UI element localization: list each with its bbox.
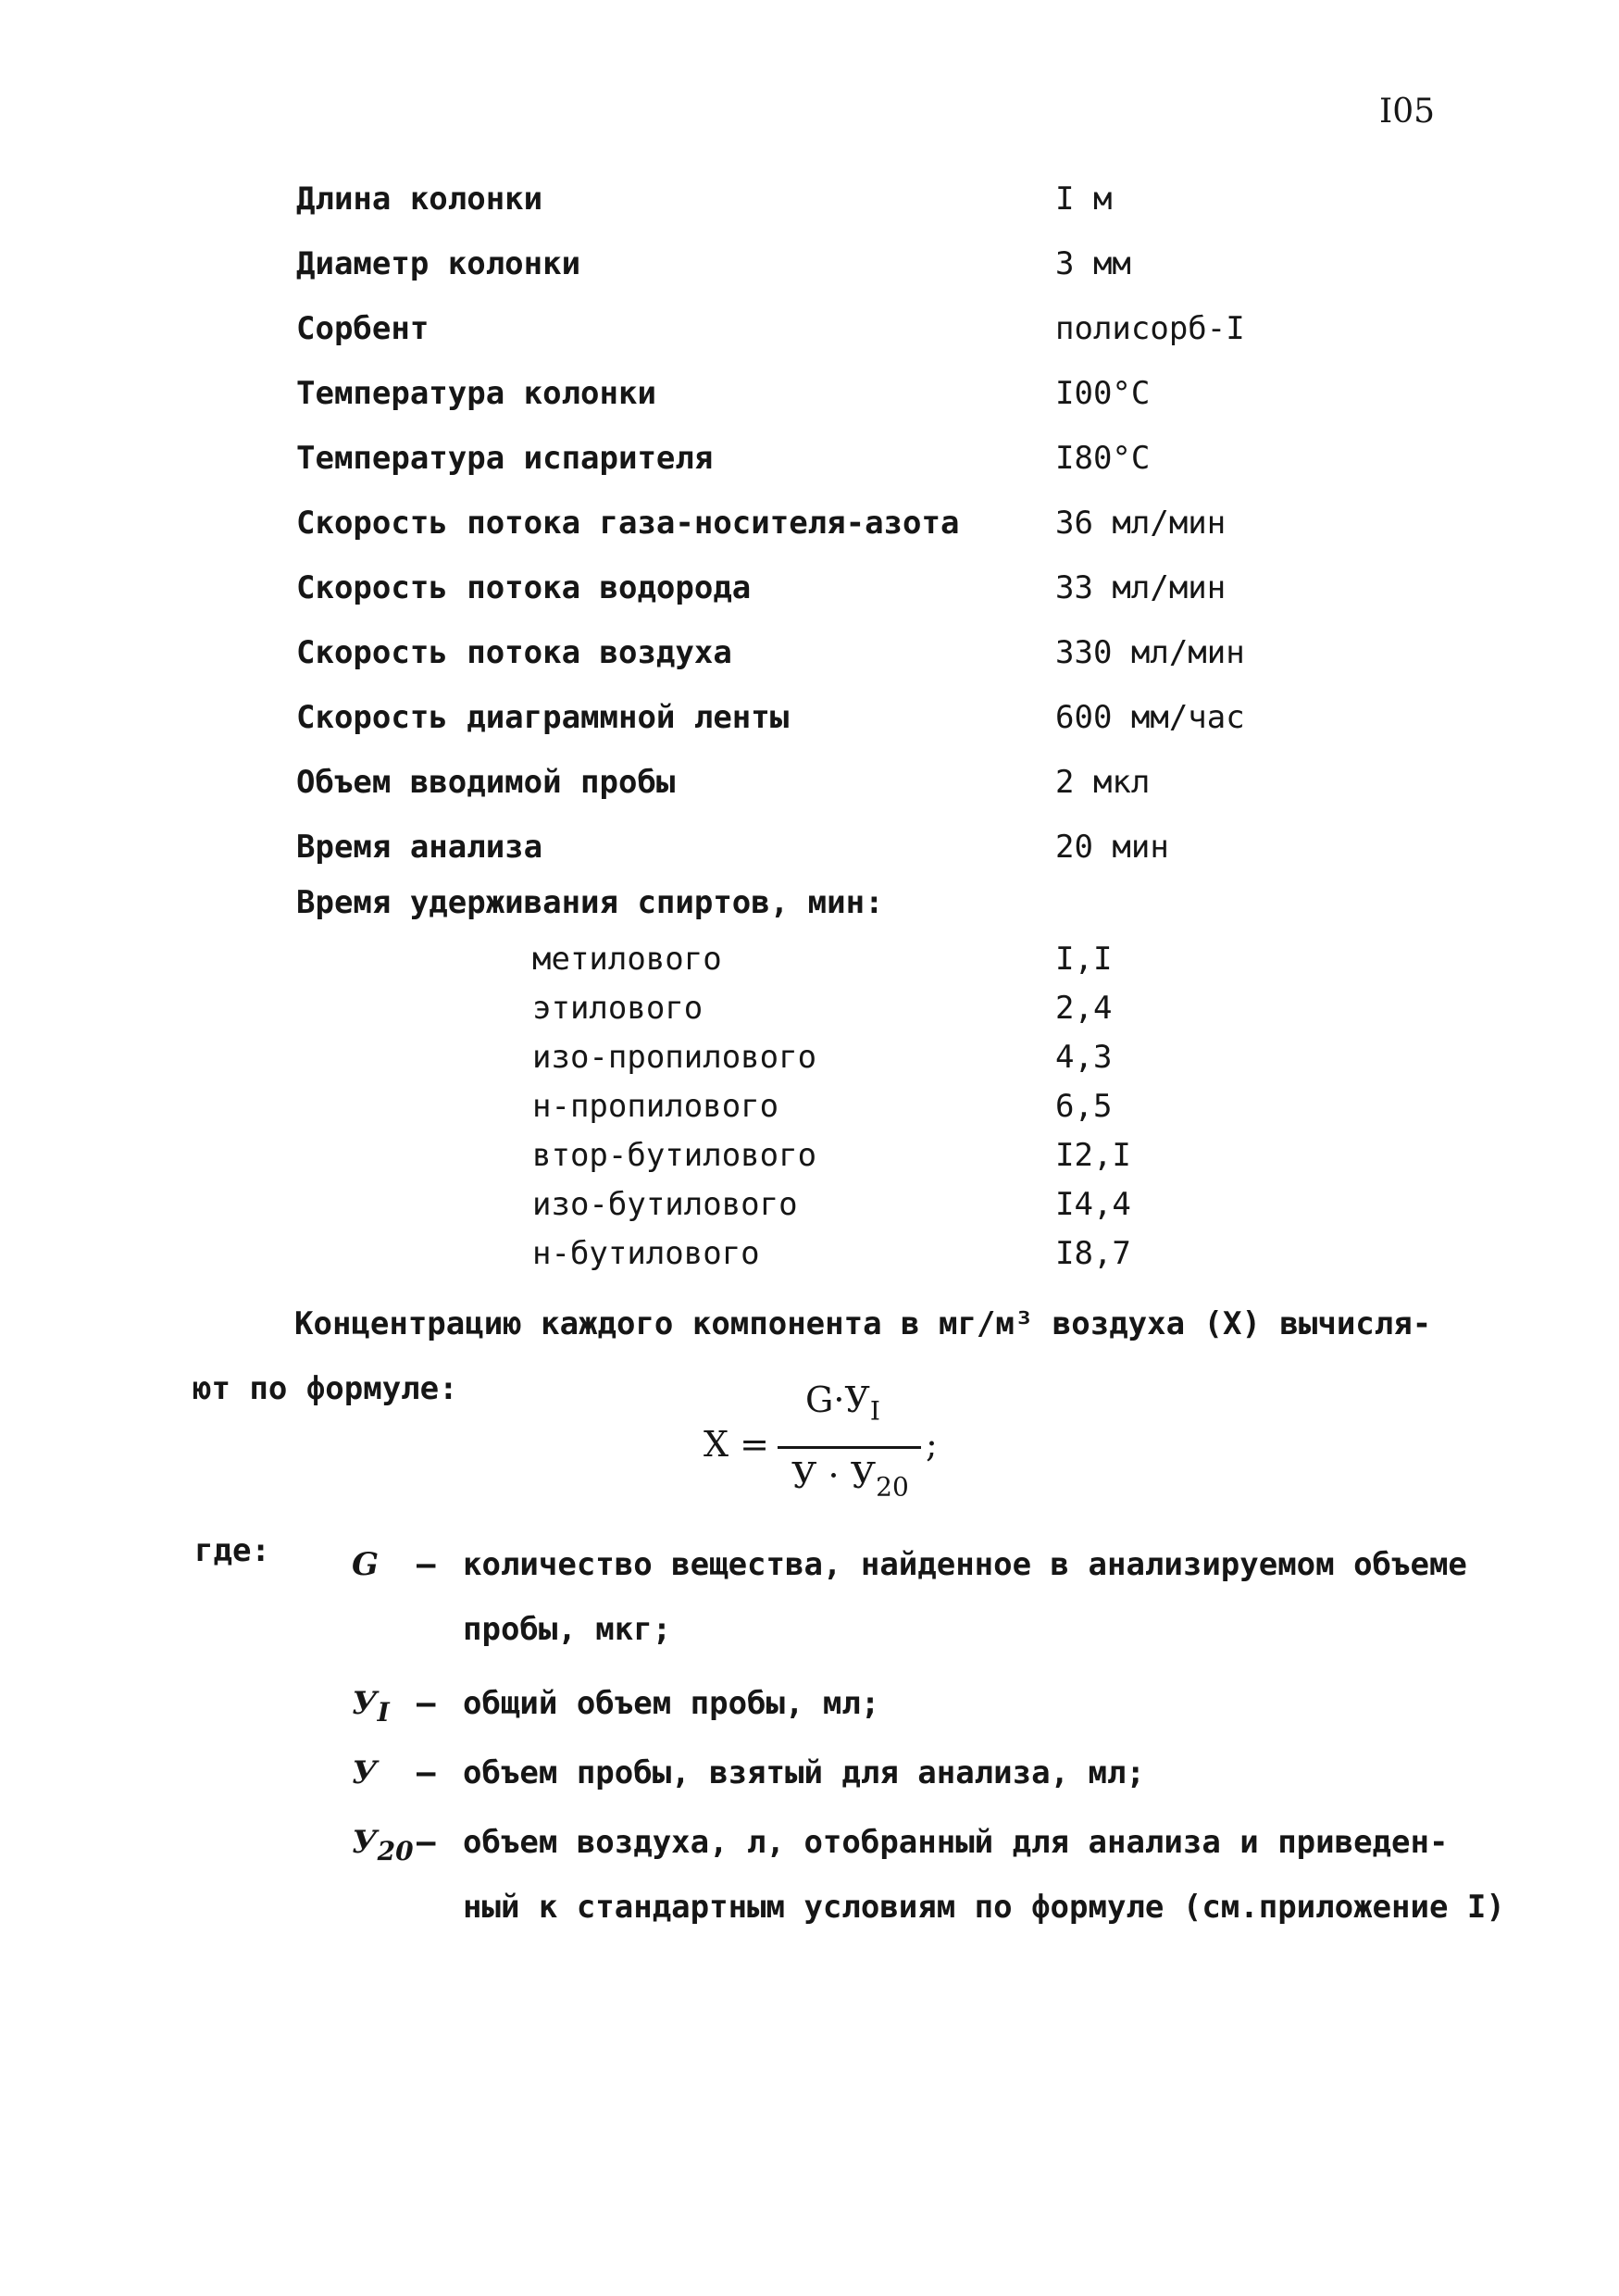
alcohol-row — [532, 1229, 1273, 1279]
formula-denominator-sub: 20 — [876, 1471, 909, 1503]
formula-numerator — [805, 1379, 880, 1427]
definition-text: количество вещества, найденное в анализируемом объеме — [463, 1546, 1467, 1583]
parameter-row — [296, 296, 1407, 361]
definition-text: объем пробы, взятый для анализа, мл; — [463, 1754, 1145, 1791]
concentration-formula — [704, 1379, 981, 1518]
paragraph-line: ют по формуле: — [193, 1370, 458, 1407]
parameter-row — [296, 426, 1407, 491]
parameter-name: Скорость диаграммной ленты — [296, 699, 790, 736]
parameter-row — [296, 685, 1407, 750]
alcohol-name: втор-бутилового — [532, 1137, 817, 1174]
alcohol-row — [532, 1131, 1273, 1180]
parameter-value: 3 мм — [1055, 245, 1131, 282]
alcohol-time: 6,5 — [1055, 1088, 1113, 1125]
parameter-row — [296, 491, 1407, 555]
formula-denominator-main: У · У — [791, 1455, 877, 1496]
formula-numerator-sub: I — [869, 1395, 880, 1427]
variable-symbol-main: У — [352, 1824, 378, 1861]
alcohol-name: метилового — [532, 941, 722, 978]
alcohol-row — [532, 935, 1273, 984]
alcohol-row — [532, 1082, 1273, 1131]
alcohol-name: н-бутилового — [532, 1235, 760, 1272]
parameter-value: 33 мл/мин — [1055, 569, 1227, 606]
alcohol-name: этилового — [532, 990, 704, 1027]
parameter-row — [296, 361, 1407, 426]
variable-symbol — [352, 1810, 417, 1884]
paragraph-line: Концентрацию каждого компонента в мг/м³ воздуха (X) вычисля- — [294, 1305, 1432, 1342]
parameter-row — [296, 815, 1407, 880]
alcohol-time: I,I — [1055, 941, 1113, 978]
variable-symbol — [352, 1671, 417, 1745]
variable-symbol — [352, 1741, 417, 1805]
variable-symbol-sub: 20 — [377, 1835, 414, 1866]
parameter-value: 36 мл/мин — [1055, 505, 1227, 542]
definition-text: общий объем пробы, мл; — [463, 1685, 880, 1722]
definition-dash: – — [417, 1824, 436, 1861]
alcohol-name: изо-бутилового — [532, 1186, 798, 1223]
parameter-row — [296, 555, 1407, 620]
alcohol-time: I4,4 — [1055, 1186, 1131, 1223]
parameter-row — [296, 750, 1407, 815]
parameter-name: Температура колонки — [296, 375, 656, 412]
variable-symbol — [352, 1532, 417, 1606]
parameter-value: I00°С — [1055, 375, 1151, 412]
definition-text: объем воздуха, л, отобранный для анализа и приведен- — [463, 1824, 1449, 1861]
variable-symbol-main: G — [352, 1546, 380, 1583]
parameter-name: Скорость потока газа-носителя-азота — [296, 505, 960, 542]
alcohol-time: I2,I — [1055, 1137, 1131, 1174]
parameter-name: Температура испарителя — [296, 440, 714, 477]
parameter-value: I80°С — [1055, 440, 1151, 477]
alcohol-name: н-пропилового — [532, 1088, 779, 1125]
parameter-value: 20 мин — [1055, 829, 1169, 866]
parameter-name: Скорость потока воздуха — [296, 634, 732, 671]
page-number: I05 — [1379, 93, 1436, 131]
parameter-row — [296, 231, 1407, 296]
alcohol-name: изо-пропилового — [532, 1039, 817, 1076]
definition-dash: – — [417, 1546, 436, 1583]
formula-lhs: X = — [704, 1424, 769, 1465]
parameter-value: I м — [1055, 181, 1113, 218]
definition-text-continued: ный к стандартным условиям по формуле (см.приложение I) — [463, 1889, 1505, 1926]
parameter-name: Длина колонки — [296, 181, 543, 218]
alcohol-time: 4,3 — [1055, 1039, 1113, 1076]
parameter-row — [296, 167, 1407, 231]
formula-numerator-main: G·У — [805, 1379, 870, 1420]
parameter-name: Диаметр колонки — [296, 245, 581, 282]
alcohol-row — [532, 984, 1273, 1033]
parameter-row — [296, 620, 1407, 685]
alcohol-list — [532, 935, 1273, 1279]
variable-symbol-main: У — [352, 1685, 378, 1722]
variable-symbol-sub: I — [377, 1696, 390, 1728]
where-label: где: — [194, 1532, 270, 1569]
retention-header: Время удерживания спиртов, мин: — [296, 884, 884, 921]
formula-denominator — [791, 1455, 909, 1503]
alcohol-time: 2,4 — [1055, 990, 1113, 1027]
parameter-value: 330 мл/мин — [1055, 634, 1245, 671]
alcohol-time: I8,7 — [1055, 1235, 1131, 1272]
parameter-value: 600 мм/час — [1055, 699, 1245, 736]
variable-symbol-main: У — [352, 1754, 378, 1791]
parameter-name: Скорость потока водорода — [296, 569, 752, 606]
definition-dash: – — [417, 1685, 436, 1722]
parameter-name: Объем вводимой пробы — [296, 764, 676, 801]
parameter-value: 2 мкл — [1055, 764, 1151, 801]
alcohol-row — [532, 1033, 1273, 1082]
parameter-value: полисорб-I — [1055, 310, 1245, 347]
formula-end: ; — [926, 1424, 938, 1465]
fraction-bar — [778, 1446, 921, 1449]
alcohol-row — [532, 1180, 1273, 1229]
definition-dash: – — [417, 1754, 436, 1791]
parameter-list — [296, 167, 1407, 880]
parameter-name: Сорбент — [296, 310, 430, 347]
definition-text-continued: пробы, мкг; — [463, 1611, 672, 1648]
parameter-name: Время анализа — [296, 829, 543, 866]
